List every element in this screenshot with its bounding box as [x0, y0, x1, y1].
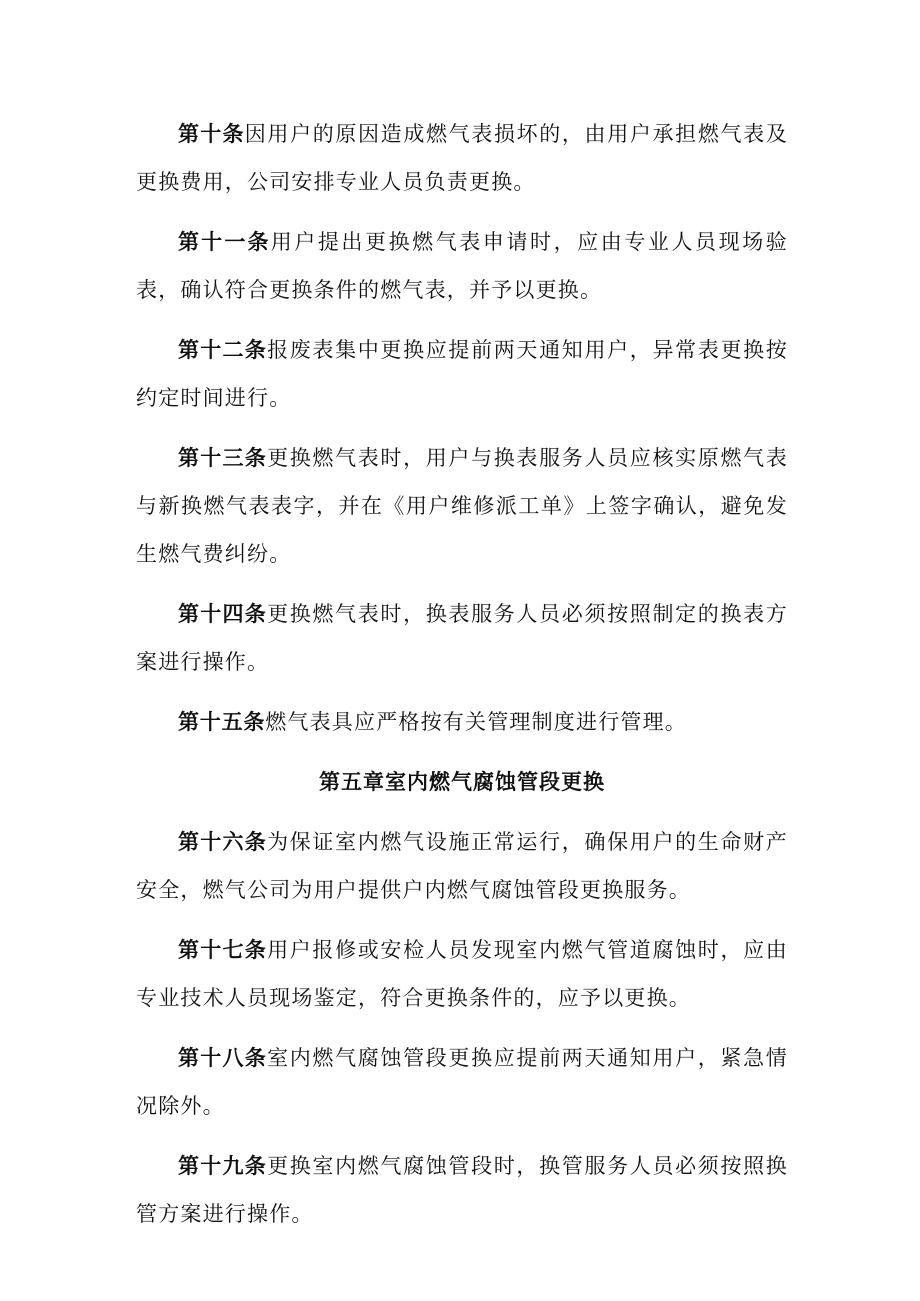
article-text: 用户报修或安检人员发现室内燃气管道腐蚀时，应由专业技术人员现场鉴定，符合更换条件的，应予以更换。 — [136, 938, 788, 1010]
article-15 — [136, 698, 788, 746]
article-label: 第十九条 — [178, 1154, 268, 1178]
article-label: 第十二条 — [178, 338, 268, 362]
article-18 — [136, 1034, 788, 1130]
article-label: 第十条 — [178, 122, 245, 146]
chapter-heading: 第五章室内燃气腐蚀管段更换 — [319, 770, 605, 794]
article-label: 第十七条 — [178, 938, 268, 962]
article-12 — [136, 326, 788, 422]
article-text: 更换室内燃气腐蚀管段时，换管服务人员必须按照换管方案进行操作。 — [136, 1154, 788, 1226]
article-text: 更换燃气表时，换表服务人员必须按照制定的换表方案进行操作。 — [136, 602, 788, 674]
article-text: 因用户的原因造成燃气表损坏的，由用户承担燃气表及更换费用，公司安排专业人员负责更换。 — [136, 122, 788, 194]
article-text: 室内燃气腐蚀管段更换应提前两天通知用户，紧急情况除外。 — [136, 1046, 788, 1118]
article-11 — [136, 218, 788, 314]
article-label: 第十五条 — [178, 710, 266, 734]
article-label: 第十六条 — [178, 830, 268, 854]
article-text: 燃气表具应严格按有关管理制度进行管理。 — [265, 710, 688, 734]
article-text: 报废表集中更换应提前两天通知用户，异常表更换按约定时间进行。 — [136, 338, 788, 410]
article-label: 第十八条 — [178, 1046, 268, 1070]
article-14 — [136, 590, 788, 686]
article-13 — [136, 434, 788, 578]
article-text: 用户提出更换燃气表申请时，应由专业人员现场验表，确认符合更换条件的燃气表，并予以更换。 — [136, 230, 788, 302]
article-10 — [136, 110, 788, 206]
article-label: 第十一条 — [178, 230, 271, 254]
article-text: 更换燃气表时，用户与换表服务人员应核实原燃气表与新换燃气表表字，并在《用户维修派工单》上签字确认，避免发生燃气费纠纷。 — [136, 446, 788, 566]
document-page — [136, 110, 788, 1250]
article-16 — [136, 818, 788, 914]
article-17 — [136, 926, 788, 1022]
article-19 — [136, 1142, 788, 1238]
article-label: 第十三条 — [178, 446, 268, 470]
article-text: 为保证室内燃气设施正常运行，确保用户的生命财产安全，燃气公司为用户提供户内燃气腐蚀管段更换服务。 — [136, 830, 788, 902]
article-label: 第十四条 — [178, 602, 268, 626]
